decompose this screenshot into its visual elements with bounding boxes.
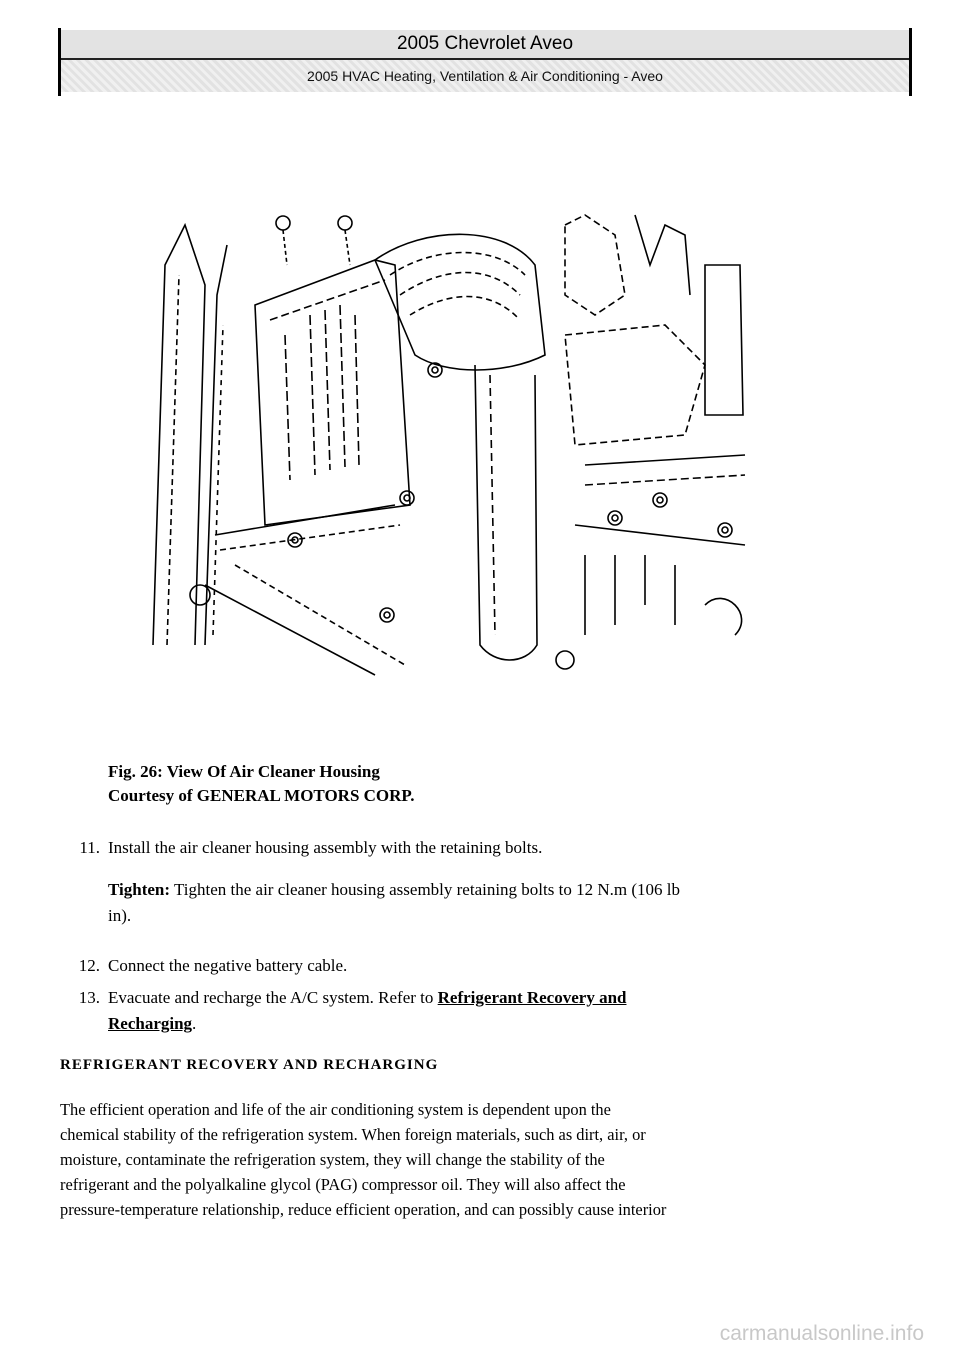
- step-text: Install the air cleaner housing assembly with the retaining bolts.: [108, 838, 543, 857]
- section-paragraph: [60, 1097, 900, 1222]
- refrigerant-recovery-link[interactable]: Refrigerant Recovery and: [437, 988, 627, 1007]
- step-number: 13.: [78, 988, 100, 1007]
- tighten-text-continued: in).: [108, 906, 132, 925]
- document-subtitle: 2005 HVAC Heating, Ventilation & Air Conditioning - Aveo: [61, 60, 909, 92]
- step-12: [60, 953, 880, 979]
- site-watermark: carmanualsonline.info: [719, 1322, 924, 1345]
- refrigerant-recovery-link-continued[interactable]: Recharging: [108, 1014, 193, 1033]
- document-title: 2005 Chevrolet Aveo: [61, 30, 909, 60]
- paragraph-line: refrigerant and the polyalkaline glycol (PAG) compressor oil. They will also affect the: [60, 1175, 626, 1194]
- figure-caption-credit: Courtesy of GENERAL MOTORS CORP.: [108, 786, 415, 805]
- tighten-text: Tighten the air cleaner housing assembly retaining bolts to 12 N.m (106 lb: [170, 880, 680, 899]
- figure-caption-title: Fig. 26: View Of Air Cleaner Housing: [108, 762, 380, 781]
- step-text-prefix: Evacuate and recharge the A/C system. Refer to: [108, 988, 438, 1007]
- step-text: [108, 985, 868, 1037]
- section-heading: REFRIGERANT RECOVERY AND RECHARGING: [60, 1057, 439, 1073]
- paragraph-line: The efficient operation and life of the air conditioning system is dependent upon the: [60, 1100, 611, 1119]
- tighten-note: [108, 877, 888, 929]
- paragraph-line: chemical stability of the refrigeration system. When foreign materials, such as dirt, air, or: [60, 1125, 646, 1144]
- step-text: Connect the negative battery cable.: [108, 956, 348, 975]
- step-number: 11.: [79, 838, 100, 857]
- paragraph-line: pressure-temperature relationship, reduce efficient operation, and can possibly cause interior: [60, 1200, 667, 1219]
- step-text-suffix: .: [192, 1014, 197, 1033]
- step-13: [60, 985, 880, 1037]
- page-header: [58, 28, 912, 96]
- tighten-label: Tighten:: [108, 880, 171, 899]
- paragraph-line: moisture, contaminate the refrigeration system, they will change the stability of the: [60, 1150, 605, 1169]
- step-number: 12.: [78, 956, 100, 975]
- figure-caption: [108, 760, 415, 808]
- step-11: [60, 835, 880, 861]
- air-cleaner-housing-illustration: [145, 205, 755, 685]
